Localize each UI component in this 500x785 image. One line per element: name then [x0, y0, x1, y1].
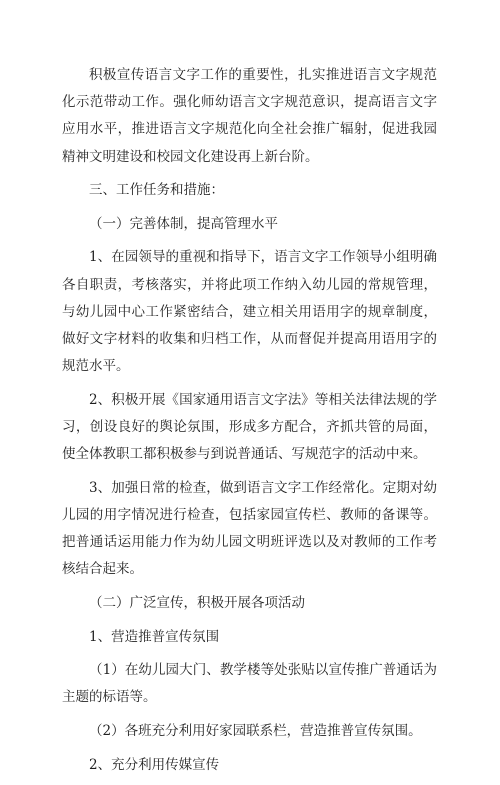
- item-heading-atmosphere: 1、营造推普宣传氛围: [89, 628, 220, 645]
- paragraph-subitem-1: （1）在幼儿园大门、教学楼等处张贴以宣传推广普通话为主题的标语等。: [62, 662, 437, 706]
- subsection-heading-management: （一）完善体制，提高管理水平: [89, 215, 278, 232]
- paragraph-item-2: 2、积极开展《国家通用语言文字法》等相关法律法规的学习，创设良好的舆论氛围，形成多方配合，齐抓共管的局面，使全体教职工都积极参与到说普通话、写规范字的活动中来。: [62, 391, 437, 463]
- document-body: [62, 62, 437, 785]
- intro-paragraph: 积极宣传语言文字工作的重要性，扎实推进语言文字规范化示范带动工作。强化师幼语言文字规范意识，提高语言文字应用水平，推进语言文字规范化向全社会推广辐射，促进我园精神文明建设和校园文化建设再上新台阶。: [62, 67, 437, 165]
- item-heading-media: 2、充分利用传媒宣传: [89, 756, 220, 773]
- paragraph-item-1: 1、在园领导的重视和指导下，语言文字工作领导小组明确各自职责，考核落实，并将此项工作纳入幼儿园的常规管理，与幼儿园中心工作紧密结合，建立相关用语用字的规章制度，做好文字材料的收集和归档工作，从而督促并提高用语用字的规范水平。: [62, 249, 437, 375]
- section-heading-tasks: 三、工作任务和措施：: [89, 182, 224, 199]
- paragraph-subitem-2: （2）各班充分利用好家园联系栏，营造推普宣传氛围。: [89, 722, 422, 739]
- paragraph-item-3: 3、加强日常的检查，做到语言文字工作经常化。定期对幼儿园的用字情况进行检查，包括家园宣传栏、教师的备课等。把普通话运用能力作为幼儿园文明班评选以及对教师的工作考核结合起来。: [62, 479, 437, 578]
- subsection-heading-publicity: （二）广泛宣传，积极开展各项活动: [89, 595, 305, 611]
